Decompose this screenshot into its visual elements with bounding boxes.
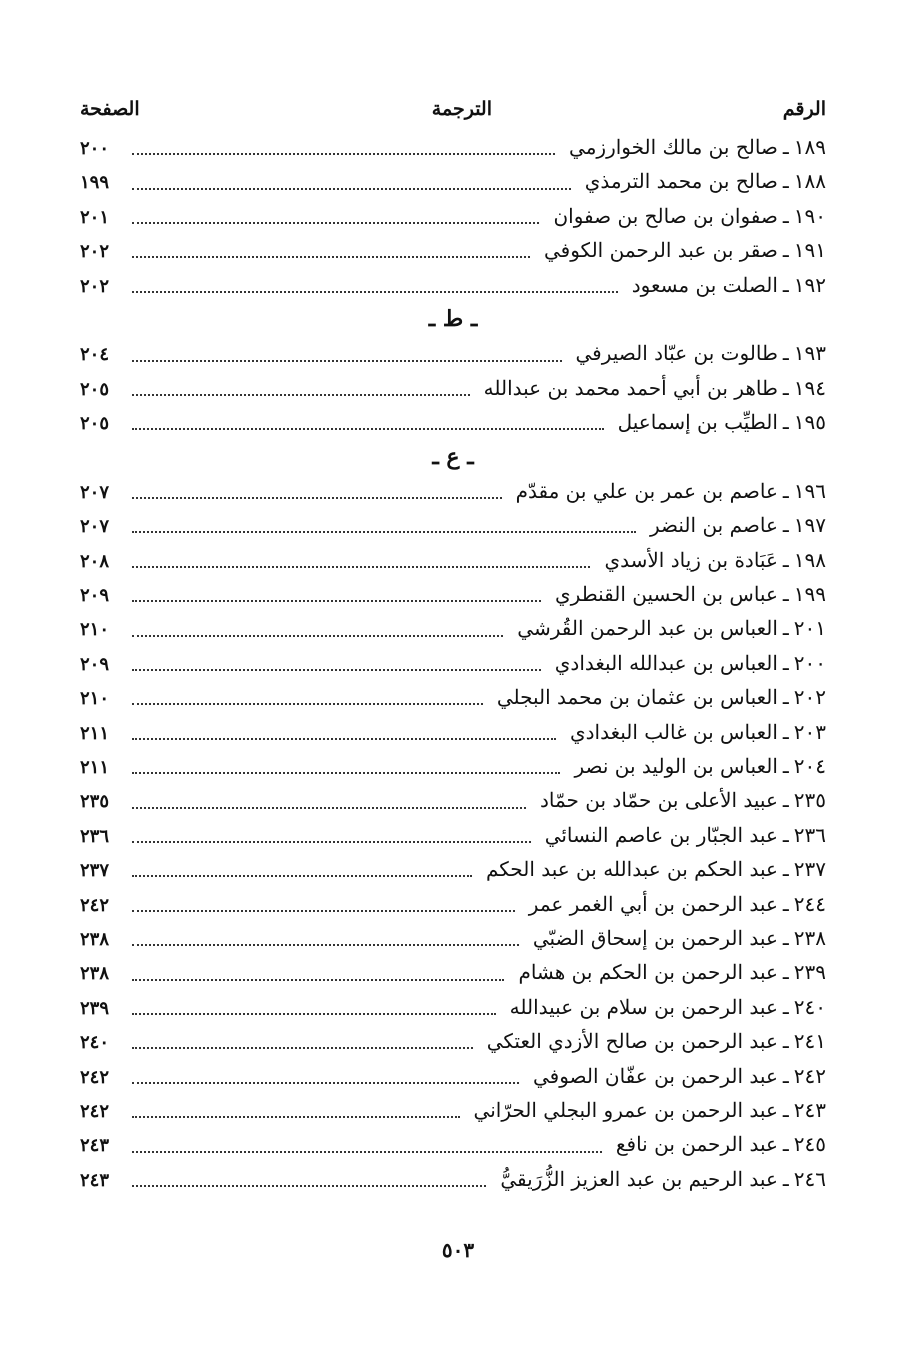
- entry-page-number: ٢٠٩: [80, 585, 110, 607]
- dot-leader: [132, 291, 618, 293]
- index-entry: [80, 1059, 826, 1093]
- entry-separator: ـ: [782, 650, 789, 675]
- entry-name: الصلت بن مسعود: [631, 272, 778, 297]
- entry-number: ١٩٤: [793, 375, 826, 400]
- entry-name: العباس بن عثمان بن محمد البجلي: [496, 685, 778, 710]
- entry-number: ١٩٢: [793, 272, 826, 297]
- entry-separator: ـ: [782, 582, 789, 607]
- index-entry: [80, 783, 826, 817]
- header-page-label: الصفحة: [80, 98, 140, 120]
- entry-name: صفوان بن صالح بن صفوان: [553, 203, 778, 228]
- entry-name: صالح بن محمد الترمذي: [584, 169, 778, 194]
- entry-separator: ـ: [782, 169, 789, 194]
- entry-separator: ـ: [782, 891, 789, 916]
- entry-name: عبد الرحمن بن نافع: [615, 1132, 778, 1157]
- entry-separator: ـ: [782, 272, 789, 297]
- entry-separator: ـ: [782, 238, 789, 263]
- index-entry: [80, 336, 826, 370]
- index-entry: [80, 233, 826, 267]
- entry-name: عبد الرحمن بن سلام بن عبيدالله: [509, 994, 778, 1019]
- section-letter-heading: ـ ط ـ: [428, 305, 478, 332]
- index-entry: [80, 852, 826, 886]
- dot-leader: [132, 188, 571, 190]
- entry-name: عبد الرحمن بن أبي الغمر عمر: [528, 891, 778, 916]
- dot-leader: [132, 669, 541, 671]
- entry-page-number: ٢٤٢: [80, 1100, 110, 1122]
- entry-page-number: ٢٤٣: [80, 1169, 110, 1191]
- index-entry: [80, 577, 826, 611]
- entry-number: ٢٤٢: [793, 1063, 826, 1088]
- entry-page-number: ٢١١: [80, 722, 110, 744]
- dot-leader: [132, 1116, 460, 1118]
- entry-page-number: ٢١١: [80, 757, 110, 779]
- entry-name: عاصم بن النضر: [650, 513, 778, 538]
- entry-page-number: ٢٣٩: [80, 997, 110, 1019]
- dot-leader: [132, 1013, 496, 1015]
- entry-number: ٢٠١: [793, 616, 826, 641]
- entry-page-number: ٢٤٣: [80, 1135, 110, 1157]
- index-entry: [80, 164, 826, 198]
- entry-number: ١٩٩: [793, 582, 826, 607]
- index-entry: [80, 1093, 826, 1127]
- entry-number: ١٨٨: [793, 169, 826, 194]
- entry-separator: ـ: [782, 410, 789, 435]
- entry-name: عبد الرحيم بن عبد العزيز الزُّرَيقيُّ: [500, 1166, 778, 1191]
- header-number-label: الرقم: [782, 98, 826, 120]
- entry-page-number: ٢٣٦: [80, 825, 110, 847]
- entry-number: ٢٤٤: [793, 891, 826, 916]
- index-entry: [80, 1024, 826, 1058]
- entry-name: طاهر بن أبي أحمد محمد بن عبدالله: [483, 375, 778, 400]
- dot-leader: [132, 944, 519, 946]
- dot-leader: [132, 910, 515, 912]
- entry-name: عبد الرحمن بن إسحاق الضبّي: [532, 925, 778, 950]
- entry-number: ٢٠٢: [793, 685, 826, 710]
- dot-leader: [132, 497, 502, 499]
- entry-number: ١٨٩: [793, 135, 826, 159]
- entry-name: طالوت بن عبّاد الصيرفي: [575, 341, 778, 366]
- entry-number: ٢٣٨: [793, 925, 826, 950]
- entry-page-number: ٢٠١: [80, 206, 110, 228]
- dot-leader: [132, 222, 539, 224]
- entry-name: عبيد الأعلى بن حمّاد بن حمّاد: [539, 788, 778, 813]
- dot-leader: [132, 360, 562, 362]
- entry-separator: ـ: [782, 341, 789, 366]
- entry-separator: ـ: [782, 513, 789, 538]
- entry-page-number: ٢٠٢: [80, 241, 110, 263]
- index-page: [80, 92, 826, 1196]
- entry-separator: ـ: [782, 788, 789, 813]
- section-letter-heading: ـ ع ـ: [432, 443, 474, 470]
- index-entries: [80, 130, 826, 1196]
- entry-separator: ـ: [782, 547, 789, 572]
- index-entry: [80, 887, 826, 921]
- dot-leader: [132, 772, 560, 774]
- entry-page-number: ٢١٠: [80, 619, 110, 641]
- entry-page-number: ٢٣٨: [80, 963, 110, 985]
- entry-separator: ـ: [782, 719, 789, 744]
- entry-separator: ـ: [782, 1132, 789, 1157]
- page-number: ٥٠٣: [441, 1238, 475, 1262]
- entry-number: ٢٤٥: [793, 1132, 826, 1157]
- entry-separator: ـ: [782, 822, 789, 847]
- entry-separator: ـ: [782, 1063, 789, 1088]
- entry-number: ٢٤٦: [793, 1166, 826, 1191]
- entry-page-number: ٢٣٥: [80, 791, 110, 813]
- entry-separator: ـ: [782, 478, 789, 503]
- dot-leader: [132, 635, 503, 637]
- entry-number: ٢٠٤: [793, 754, 826, 779]
- index-entry: [80, 818, 826, 852]
- index-entry: [80, 646, 826, 680]
- header-title-label: الترجمة: [431, 98, 492, 120]
- entry-number: ١٩٧: [793, 513, 826, 538]
- entry-number: ١٩٦: [793, 478, 826, 503]
- index-entry: [80, 130, 826, 164]
- entry-number: ٢٣٥: [793, 788, 826, 813]
- entry-separator: ـ: [782, 960, 789, 985]
- dot-leader: [132, 394, 470, 396]
- index-entry: [80, 543, 826, 577]
- entry-name: عَبَادة بن زياد الأسدي: [604, 547, 778, 572]
- entry-name: عبد الرحمن بن الحكم بن هشام: [518, 960, 778, 985]
- entry-page-number: ٢٤٢: [80, 1066, 110, 1088]
- entry-page-number: ٢٤٢: [80, 894, 110, 916]
- index-entry: [80, 508, 826, 542]
- entry-page-number: ٢١٠: [80, 688, 110, 710]
- entry-number: ٢٣٩: [793, 960, 826, 985]
- entry-separator: ـ: [782, 925, 789, 950]
- entry-number: ١٩٣: [793, 341, 826, 366]
- index-entry: [80, 268, 826, 302]
- entry-name: العباس بن الوليد بن نصر: [574, 754, 778, 779]
- dot-leader: [132, 566, 590, 568]
- entry-name: صالح بن مالك الخوارزمي: [569, 135, 778, 159]
- entry-name: عبد الجبّار بن عاصم النسائي: [544, 822, 778, 847]
- entry-page-number: ٢٠٧: [80, 516, 110, 538]
- entry-page-number: ٢٠٩: [80, 653, 110, 675]
- dot-leader: [132, 428, 604, 430]
- dot-leader: [132, 1047, 473, 1049]
- entry-number: ٢٤٠: [793, 994, 826, 1019]
- entry-separator: ـ: [782, 994, 789, 1019]
- index-entry: [80, 1162, 826, 1196]
- entry-page-number: ٢٠٢: [80, 275, 110, 297]
- dot-leader: [132, 1185, 486, 1187]
- entry-name: صقر بن عبد الرحمن الكوفي: [543, 238, 778, 263]
- entry-separator: ـ: [782, 135, 789, 159]
- dot-leader: [132, 153, 555, 155]
- entry-number: ١٩٥: [793, 410, 826, 435]
- entry-number: ١٩١: [793, 238, 826, 263]
- entry-number: ٢٠٠: [793, 650, 826, 675]
- entry-name: عبد الرحمن بن عفّان الصوفي: [532, 1063, 778, 1088]
- entry-number: ١٩٨: [793, 547, 826, 572]
- dot-leader: [132, 531, 636, 533]
- entry-name: عبد الرحمن بن عمرو البجلي الحرّاني: [473, 1097, 778, 1122]
- entry-separator: ـ: [782, 1166, 789, 1191]
- entry-number: ٢٣٧: [793, 857, 826, 882]
- entry-number: ١٩٠: [793, 203, 826, 228]
- entry-page-number: ٢٠٨: [80, 550, 110, 572]
- entry-separator: ـ: [782, 857, 789, 882]
- entry-name: عبد الرحمن بن صالح الأزدي العتكي: [486, 1029, 778, 1054]
- index-entry: [80, 680, 826, 714]
- dot-leader: [132, 256, 530, 258]
- entry-name: الطيِّب بن إسماعيل: [617, 410, 778, 435]
- entry-number: ٢٤١: [793, 1029, 826, 1054]
- dot-leader: [132, 600, 541, 602]
- entry-page-number: ٢٠٧: [80, 481, 110, 503]
- entry-name: العباس بن غالب البغدادي: [569, 719, 778, 744]
- entry-number: ٢٣٦: [793, 822, 826, 847]
- entry-separator: ـ: [782, 616, 789, 641]
- index-entry: [80, 405, 826, 439]
- entry-number: ٢٠٣: [793, 719, 826, 744]
- dot-leader: [132, 1151, 602, 1153]
- entry-separator: ـ: [782, 375, 789, 400]
- entry-name: عبد الحكم بن عبدالله بن عبد الحكم: [485, 857, 778, 882]
- entry-name: العباس بن عبد الرحمن القُرشي: [517, 616, 778, 641]
- entry-separator: ـ: [782, 1097, 789, 1122]
- dot-leader: [132, 1082, 519, 1084]
- dot-leader: [132, 979, 504, 981]
- entry-page-number: ٢٣٨: [80, 928, 110, 950]
- entry-page-number: ٢٠٤: [80, 344, 110, 366]
- entry-page-number: ٢٤٠: [80, 1032, 110, 1054]
- dot-leader: [132, 703, 483, 705]
- index-entry: [80, 199, 826, 233]
- entry-name: عاصم بن عمر بن علي بن مقدّم: [515, 478, 778, 503]
- entry-page-number: ٢٠٠: [80, 138, 110, 159]
- index-entry: [80, 921, 826, 955]
- index-entry: [80, 1127, 826, 1161]
- entry-number: ٢٤٣: [793, 1097, 826, 1122]
- entry-separator: ـ: [782, 203, 789, 228]
- dot-leader: [132, 738, 556, 740]
- entry-separator: ـ: [782, 754, 789, 779]
- table-header: [80, 92, 826, 130]
- index-entry: [80, 715, 826, 749]
- entry-page-number: ٢٠٥: [80, 378, 110, 400]
- entry-name: العباس بن عبدالله البغدادي: [554, 650, 778, 675]
- entry-page-number: ١٩٩: [80, 172, 110, 194]
- index-entry: [80, 749, 826, 783]
- index-entry: [80, 990, 826, 1024]
- index-entry: [80, 611, 826, 645]
- index-entry: [80, 955, 826, 989]
- dot-leader: [132, 875, 472, 877]
- entry-name: عباس بن الحسين القنطري: [555, 582, 778, 607]
- entry-page-number: ٢٣٧: [80, 860, 110, 882]
- index-entry: [80, 371, 826, 405]
- entry-separator: ـ: [782, 685, 789, 710]
- index-entry: [80, 474, 826, 508]
- entry-page-number: ٢٠٥: [80, 413, 110, 435]
- dot-leader: [132, 841, 531, 843]
- entry-separator: ـ: [782, 1029, 789, 1054]
- dot-leader: [132, 807, 526, 809]
